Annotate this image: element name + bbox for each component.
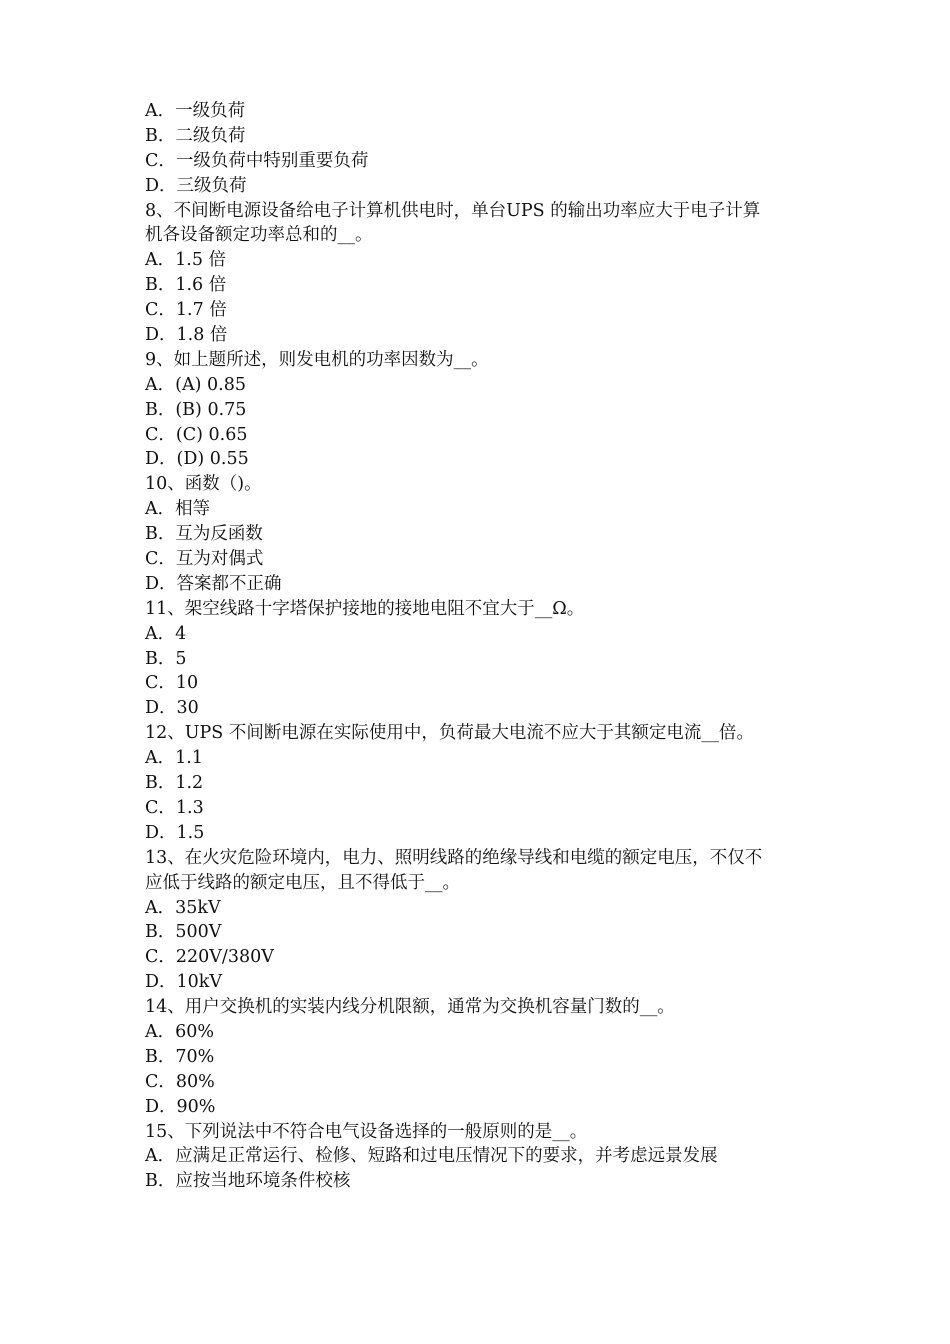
question-stem xyxy=(145,995,825,1020)
answer-option: A．一级负荷 xyxy=(145,101,246,121)
answer-option: B．5 xyxy=(145,648,187,669)
question-text-line: 12、UPS 不间断电源在实际使用中，负荷最大电流不应大于其额定电流__倍。 xyxy=(145,723,754,744)
question-text-line: 11、架空线路十字塔保护接地的接地电阻不宜大于__Ω。 xyxy=(145,598,585,619)
answer-option: C．一级负荷中特别重要负荷 xyxy=(145,150,369,171)
question-stem xyxy=(145,597,825,622)
question-stem xyxy=(145,846,825,896)
answer-option: C．(C) 0.65 xyxy=(145,424,248,445)
answer-option: D．90% xyxy=(145,1096,216,1117)
question-stem xyxy=(145,199,825,249)
answer-option: D．30 xyxy=(145,698,199,719)
answer-option: C．互为对偶式 xyxy=(145,549,264,570)
question-stem xyxy=(145,1120,825,1145)
answer-option: A．(A) 0.85 xyxy=(145,374,246,395)
question-text-line: 13、在火灾危险环境内，电力、照明线路的绝缘导线和电缆的额定电压，不仅不 xyxy=(145,847,763,868)
answer-option: B．二级负荷 xyxy=(145,125,246,146)
question-stem xyxy=(145,472,825,497)
answer-option: B．(B) 0.75 xyxy=(145,399,247,420)
exam-question-list xyxy=(145,99,825,1194)
answer-option: A．4 xyxy=(145,623,187,644)
question-text-line: 9、如上题所述，则发电机的功率因数为__。 xyxy=(145,349,489,370)
answer-option: C．220V/380V xyxy=(145,947,274,968)
answer-option: A．1.1 xyxy=(145,748,203,769)
answer-option: C．1.7 倍 xyxy=(145,300,227,321)
answer-option: C．80% xyxy=(145,1071,215,1092)
answer-option: D．1.8 倍 xyxy=(145,325,228,346)
question-text-line: 8、不间断电源设备给电子计算机供电时，单台UPS 的输出功率应大于电子计算 xyxy=(145,200,761,221)
answer-option: C．1.3 xyxy=(145,797,204,818)
answer-option: B．70% xyxy=(145,1046,215,1067)
answer-option: D．10kV xyxy=(145,972,223,993)
answer-option: A．1.5 倍 xyxy=(145,250,227,271)
question-text-line: 15、下列说法中不符合电气设备选择的一般原则的是__。 xyxy=(145,1121,588,1142)
question-text-line: 14、用户交换机的实装内线分机限额，通常为交换机容量门数的__。 xyxy=(145,997,675,1018)
answer-option: B．互为反函数 xyxy=(145,524,263,545)
question-text-line: 应低于线路的额定电压，且不得低于__。 xyxy=(145,872,460,893)
question-text-line: 10、函数（)。 xyxy=(145,474,262,495)
answer-option: D．答案都不正确 xyxy=(145,573,282,594)
answer-option: D．1.5 xyxy=(145,822,205,843)
answer-option: B．1.6 倍 xyxy=(145,275,227,296)
answer-option: D．三级负荷 xyxy=(145,175,247,196)
answer-option: B．500V xyxy=(145,922,222,943)
answer-option: D．(D) 0.55 xyxy=(145,449,249,470)
answer-option: A．60% xyxy=(145,1021,215,1042)
answer-option: B．应按当地环境条件校核 xyxy=(145,1171,351,1192)
question-stem xyxy=(145,721,825,746)
answer-option: A．相等 xyxy=(145,499,211,520)
answer-option: B．1.2 xyxy=(145,773,204,794)
question-stem xyxy=(145,348,825,373)
answer-option: A．35kV xyxy=(145,897,221,918)
question-text-line: 机各设备额定功率总和的__。 xyxy=(145,225,373,246)
answer-option: A．应满足正常运行、检修、短路和过电压情况下的要求，并考虑远景发展 xyxy=(145,1146,718,1167)
answer-option: C．10 xyxy=(145,673,199,694)
